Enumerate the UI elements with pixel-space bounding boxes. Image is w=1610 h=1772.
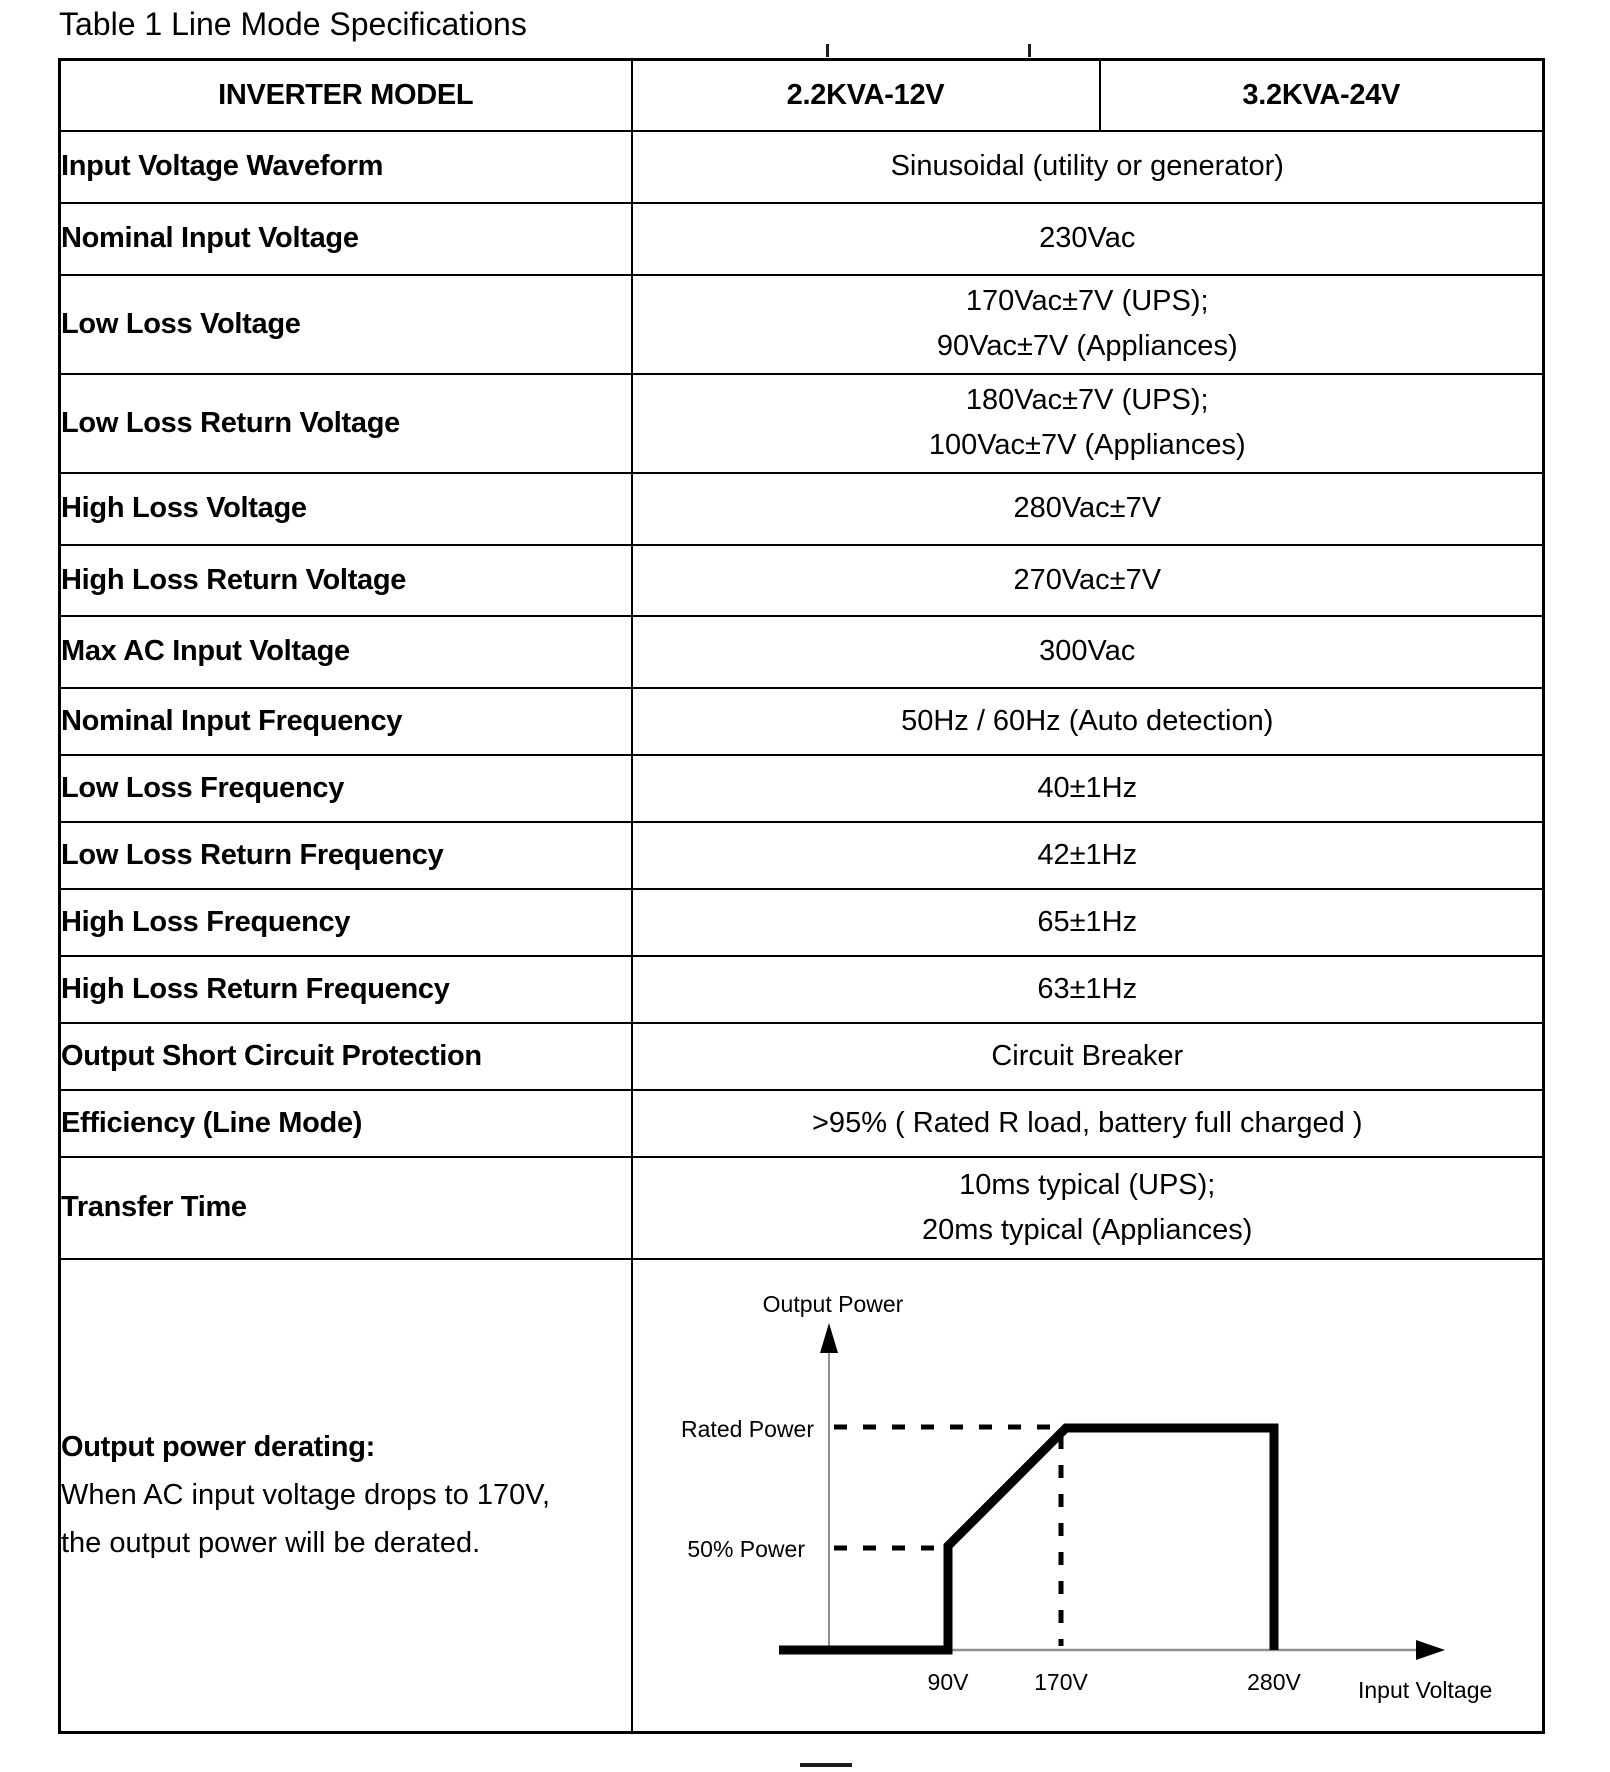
row-value bbox=[632, 616, 1544, 688]
table-row bbox=[60, 755, 1544, 822]
table-row bbox=[60, 473, 1544, 545]
header-model-3-2kva: 3.2KVA-24V bbox=[1100, 60, 1544, 131]
row-label: Nominal Input Voltage bbox=[60, 203, 632, 275]
derating-text-line: the output power will be derated. bbox=[61, 1527, 481, 1560]
value-line: 230Vac bbox=[1039, 222, 1136, 254]
row-label: Low Loss Return Frequency bbox=[60, 822, 632, 889]
row-label: High Loss Frequency bbox=[60, 889, 632, 956]
value-line: 42±1Hz bbox=[1037, 838, 1138, 871]
x-axis-arrow-icon bbox=[1416, 1640, 1445, 1660]
print-artifact-tick bbox=[826, 44, 829, 57]
value-line: >95% ( Rated R load, battery full charged ) bbox=[812, 1106, 1363, 1139]
row-label: Output Short Circuit Protection bbox=[60, 1023, 632, 1090]
row-value bbox=[632, 203, 1544, 275]
table-header-row bbox=[60, 60, 1544, 131]
value-line: 280Vac±7V bbox=[1013, 492, 1162, 524]
row-value bbox=[632, 275, 1544, 374]
value-line: 50Hz / 60Hz (Auto detection) bbox=[901, 704, 1274, 737]
row-label: High Loss Voltage bbox=[60, 473, 632, 545]
row-value bbox=[632, 473, 1544, 545]
derating-curve bbox=[779, 1428, 1274, 1650]
value-line: Circuit Breaker bbox=[991, 1039, 1184, 1072]
table-row bbox=[60, 616, 1544, 688]
row-value bbox=[632, 545, 1544, 616]
table-row bbox=[60, 545, 1544, 616]
rated-power-label: Rated Power bbox=[680, 1415, 814, 1442]
page-title: Table 1 Line Mode Specifications bbox=[59, 6, 527, 42]
derating-chart bbox=[633, 1260, 1541, 1730]
header-inverter-model: INVERTER MODEL bbox=[60, 60, 632, 131]
derating-row bbox=[60, 1259, 1544, 1733]
derating-heading: Output power derating: bbox=[61, 1431, 375, 1464]
value-line: 90Vac±7V (Appliances) bbox=[936, 330, 1238, 362]
value-line: 40±1Hz bbox=[1037, 771, 1138, 804]
row-value bbox=[632, 131, 1544, 203]
row-value bbox=[632, 1090, 1544, 1157]
value-line: 300Vac bbox=[1039, 635, 1136, 667]
x-axis-title: Input Voltage bbox=[1357, 1676, 1492, 1703]
row-label: Max AC Input Voltage bbox=[60, 616, 632, 688]
value-line: 270Vac±7V bbox=[1013, 563, 1162, 596]
row-label: Low Loss Frequency bbox=[60, 755, 632, 822]
table-row bbox=[60, 688, 1544, 755]
row-label: Input Voltage Waveform bbox=[60, 131, 632, 203]
table-row bbox=[60, 275, 1544, 374]
value-line: 65±1Hz bbox=[1037, 905, 1138, 938]
x-tick-170v: 170V bbox=[1033, 1668, 1088, 1695]
row-label: Efficiency (Line Mode) bbox=[60, 1090, 632, 1157]
print-artifact-dash bbox=[800, 1763, 852, 1767]
value-line: 20ms typical (Appliances) bbox=[922, 1213, 1253, 1246]
table-row bbox=[60, 1157, 1544, 1259]
row-value bbox=[632, 755, 1544, 822]
x-tick-90v: 90V bbox=[927, 1668, 968, 1695]
derating-text-line: When AC input voltage drops to 170V, bbox=[61, 1479, 551, 1512]
y-axis-title: Output Power bbox=[762, 1290, 903, 1317]
row-value bbox=[632, 822, 1544, 889]
value-line: 63±1Hz bbox=[1037, 972, 1138, 1005]
derating-label-cell bbox=[60, 1259, 632, 1733]
value-line: 100Vac±7V (Appliances) bbox=[928, 429, 1246, 461]
row-value bbox=[632, 374, 1544, 473]
table-row bbox=[60, 1023, 1544, 1090]
line-mode-spec-table bbox=[58, 58, 1545, 1734]
row-label: Nominal Input Frequency bbox=[60, 688, 632, 755]
row-label: Transfer Time bbox=[60, 1157, 632, 1259]
row-label: Low Loss Voltage bbox=[60, 275, 632, 374]
row-value bbox=[632, 1023, 1544, 1090]
row-value bbox=[632, 688, 1544, 755]
x-tick-280v: 280V bbox=[1246, 1668, 1301, 1695]
fifty-percent-label: 50% Power bbox=[686, 1535, 805, 1562]
table-row bbox=[60, 1090, 1544, 1157]
table-row bbox=[60, 956, 1544, 1023]
table-row bbox=[60, 889, 1544, 956]
table-row bbox=[60, 822, 1544, 889]
row-value bbox=[632, 956, 1544, 1023]
row-label: Low Loss Return Voltage bbox=[60, 374, 632, 473]
value-line: 180Vac±7V (UPS); bbox=[965, 384, 1209, 416]
value-line: 170Vac±7V (UPS); bbox=[965, 285, 1209, 317]
header-model-2-2kva: 2.2KVA-12V bbox=[632, 60, 1100, 131]
table-row bbox=[60, 374, 1544, 473]
y-axis-arrow-icon bbox=[820, 1323, 838, 1353]
table-row bbox=[60, 203, 1544, 275]
row-value bbox=[632, 889, 1544, 956]
value-line: 10ms typical (UPS); bbox=[959, 1168, 1216, 1201]
derating-chart-cell bbox=[632, 1259, 1544, 1733]
row-label: High Loss Return Frequency bbox=[60, 956, 632, 1023]
value-line: Sinusoidal (utility or generator) bbox=[890, 150, 1284, 182]
print-artifact-tick bbox=[1028, 44, 1031, 57]
row-value bbox=[632, 1157, 1544, 1259]
row-label: High Loss Return Voltage bbox=[60, 545, 632, 616]
table-row bbox=[60, 131, 1544, 203]
